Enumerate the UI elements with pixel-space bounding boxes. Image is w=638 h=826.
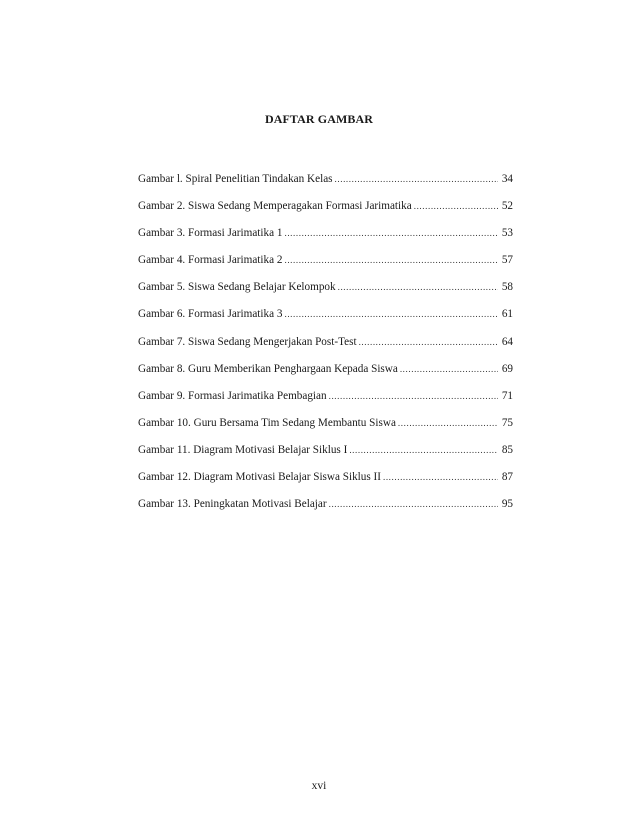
figure-caption: Gambar l. Spiral Penelitian Tindakan Kelas <box>138 173 333 185</box>
page-title: DAFTAR GAMBAR <box>264 112 374 126</box>
figure-list-item <box>138 416 513 443</box>
figure-page-number: 57 <box>501 254 513 267</box>
figure-caption: Gambar 5. Siswa Sedang Belajar Kelompok <box>138 281 336 294</box>
dot-leader <box>329 497 498 511</box>
figure-list <box>138 172 513 524</box>
figure-list-item <box>138 253 513 280</box>
figure-list-item <box>138 389 513 416</box>
dot-leader <box>284 307 498 321</box>
figure-page-number: 87 <box>501 471 513 484</box>
dot-leader <box>383 470 498 484</box>
figure-caption: Gambar 12. Diagram Motivasi Belajar Siswa Siklus II <box>138 471 381 484</box>
figure-caption: Gambar 2. Siswa Sedang Memperagakan Formasi Jarimatika <box>138 200 412 213</box>
dot-leader <box>329 389 498 403</box>
dot-leader <box>335 172 498 186</box>
figure-caption: Gambar 9. Formasi Jarimatika Pembagian <box>138 389 327 402</box>
figure-page-number: 53 <box>501 227 513 240</box>
figure-caption: Gambar 4. Formasi Jarimatika 2 <box>138 254 283 267</box>
figure-page-number: 58 <box>501 281 513 294</box>
figure-list-item <box>138 172 513 199</box>
figure-list-item <box>138 199 513 226</box>
dot-leader <box>359 335 498 349</box>
figure-caption: Gambar 3. Formasi Jarimatika 1 <box>138 227 283 240</box>
figure-list-item <box>138 226 513 253</box>
figure-caption: Gambar 13. Peningkatan Motivasi Belajar <box>138 498 327 511</box>
dot-leader <box>400 362 498 376</box>
figure-caption: Gambar 6. Formasi Jarimatika 3 <box>138 308 283 321</box>
figure-list-item <box>138 497 513 524</box>
figure-list-item <box>138 307 513 334</box>
dot-leader <box>398 416 498 430</box>
figure-page-number: 34 <box>501 173 513 185</box>
figure-page-number: 61 <box>501 308 513 321</box>
figure-page-number: 85 <box>501 443 513 456</box>
dot-leader <box>284 253 498 267</box>
figure-list-item <box>138 335 513 362</box>
figure-list-item <box>138 470 513 497</box>
figure-page-number: 75 <box>501 416 513 429</box>
figure-page-number: 52 <box>501 200 513 213</box>
figure-page-number: 71 <box>501 389 513 402</box>
figure-caption: Gambar 8. Guru Memberikan Penghargaan Kepada Siswa <box>138 362 398 375</box>
figure-page-number: 64 <box>501 335 513 348</box>
dot-leader <box>284 226 498 240</box>
figure-caption: Gambar 7. Siswa Sedang Mengerjakan Post-Test <box>138 335 357 348</box>
figure-caption: Gambar 11. Diagram Motivasi Belajar Siklus I <box>138 443 348 456</box>
dot-leader <box>338 280 498 294</box>
figure-list-item <box>138 362 513 389</box>
dot-leader <box>414 199 498 213</box>
figure-caption: Gambar 10. Guru Bersama Tim Sedang Membantu Siswa <box>138 416 396 429</box>
figure-list-item <box>138 280 513 307</box>
figure-page-number: 69 <box>501 362 513 375</box>
figure-page-number: 95 <box>501 498 513 511</box>
dot-leader <box>349 443 498 457</box>
page-number: xvi <box>311 780 327 792</box>
figure-list-item <box>138 443 513 470</box>
